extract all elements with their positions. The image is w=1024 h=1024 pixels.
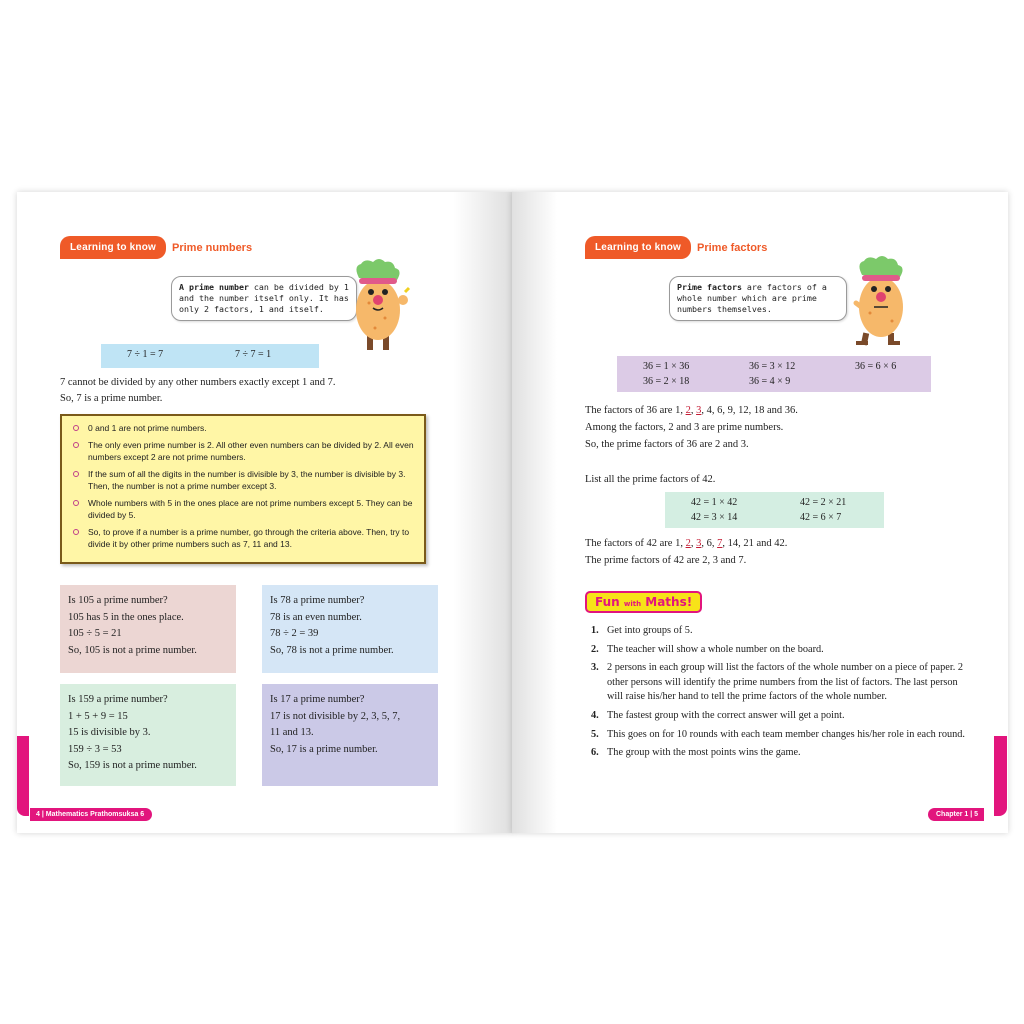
definition-bubble-left (171, 276, 357, 321)
equation: 7 ÷ 1 = 7 (127, 349, 164, 360)
equation: 42 = 6 × 7 (800, 512, 842, 523)
left-footer: 4 | Mathematics Prathomsuksa 6 (30, 808, 152, 821)
step-item: 3. 2 persons in each group will list the factors of the whole number on a piece of paper. 2 other persons will identify the prime numbers from the list of factors. The last person will raise his/her hand to tell the prime factors of the whole number. (591, 662, 963, 703)
mascot-left-icon (345, 258, 417, 354)
right-edge-bar (994, 736, 1007, 816)
example-card-78: Is 78 a prime number? 78 is an even number. 78 ÷ 2 = 39 So, 78 is not a prime number. (262, 585, 438, 673)
rules-box (60, 414, 426, 564)
equation: 42 = 3 × 14 (691, 512, 738, 523)
step-item: 6. The group with the most points wins the game. (591, 747, 801, 759)
page-number-right: 5 (974, 811, 979, 818)
equation: 42 = 1 × 42 (691, 497, 738, 508)
bubble-text: are factors of a whole number which are prime numbers themselves. (677, 282, 827, 314)
section-title-prime-factors: Prime factors (697, 242, 768, 254)
text-line: 7 cannot be divided by any other numbers exactly except 1 and 7. (60, 377, 336, 388)
page-number-left: 4 (36, 811, 40, 818)
text-line: Among the factors, 2 and 3 are prime numbers. (585, 422, 784, 433)
step-item: 4. The fastest group with the correct answer will get a point. (591, 709, 845, 721)
learning-tab-left: Learning to know (60, 236, 166, 259)
mascot-right-icon (848, 255, 920, 351)
equation: 36 = 4 × 9 (749, 376, 791, 387)
rule-item: The only even prime number is 2. All other even numbers can be divided by 2. All even numbers except 2 are not prime numbers. (68, 439, 418, 463)
prime-factors-42: The prime factors of 42 are 2, 3 and 7. (585, 555, 747, 566)
equation: 36 = 6 × 6 (855, 361, 897, 372)
left-gutter-shadow (453, 192, 513, 833)
equation: 36 = 1 × 36 (643, 361, 690, 372)
rule-item: If the sum of all the digits in the number is divisible by 3, the number is divisible by 3. Then, the number is not a prime number except 3. (68, 468, 418, 492)
definition-bubble-right (669, 276, 847, 321)
list-42-prompt: List all the prime factors of 42. (585, 474, 716, 485)
rule-item: Whole numbers with 5 in the ones place are not prime numbers except 5. They can be divided by 5. (68, 497, 418, 521)
left-edge-bar (17, 736, 29, 816)
equation: 36 = 3 × 12 (749, 361, 796, 372)
step-item: 1. Get into groups of 5. (591, 625, 693, 636)
chapter-label: Chapter 1 (936, 811, 969, 818)
bubble-term: Prime factors (677, 282, 742, 292)
bubble-text: can be divided by 1 and the number itself only. It has only 2 factors, 1 and itself. (179, 282, 349, 314)
game-steps (587, 624, 967, 765)
equation: 42 = 2 × 21 (800, 497, 847, 508)
equation: 36 = 2 × 18 (643, 376, 690, 387)
factors-36-line: The factors of 36 are 1, 2, 3, 4, 6, 9, 12, 18 and 36. (585, 405, 798, 416)
example-card-105: Is 105 a prime number? 105 has 5 in the ones place. 105 ÷ 5 = 21 So, 105 is not a prime number. (60, 585, 236, 673)
text-line: So, 7 is a prime number. (60, 393, 163, 404)
equation-box-42 (665, 492, 884, 528)
factors-42-line: The factors of 42 are 1, 2, 3, 6, 7, 14, 21 and 42. (585, 538, 788, 549)
example-card-17: Is 17 a prime number? 17 is not divisible by 2, 3, 5, 7, 11 and 13. So, 17 is a prime number. (262, 684, 438, 786)
equation-box-36 (617, 356, 931, 392)
rule-item: So, to prove if a number is a prime number, go through the criteria above. Then, try to divide it by other prime numbers such as 7, 11 and 13. (68, 526, 418, 550)
step-item: 2. The teacher will show a whole number on the board. (591, 643, 824, 655)
fun-with-maths-badge: Fun with Maths! (585, 591, 702, 613)
rule-item: 0 and 1 are not prime numbers. (68, 422, 418, 434)
right-footer: Chapter 1 | 5 (928, 808, 984, 821)
example-card-159: Is 159 a prime number? 1 + 5 + 9 = 15 15 is divisible by 3. 159 ÷ 3 = 53 So, 159 is not a prime number. (60, 684, 236, 786)
right-gutter-shadow (512, 192, 557, 833)
bubble-term: A prime number (179, 282, 249, 292)
step-item: 5. This goes on for 10 rounds with each team member changes his/her role in each round. (591, 728, 965, 740)
equation-box-left (101, 344, 319, 368)
text-line: So, the prime factors of 36 are 2 and 3. (585, 439, 749, 450)
learning-tab-right: Learning to know (585, 236, 691, 259)
book-title: Mathematics Prathomsuksa 6 (45, 811, 145, 818)
section-title-prime-numbers: Prime numbers (172, 242, 253, 254)
equation: 7 ÷ 7 = 1 (235, 349, 272, 360)
